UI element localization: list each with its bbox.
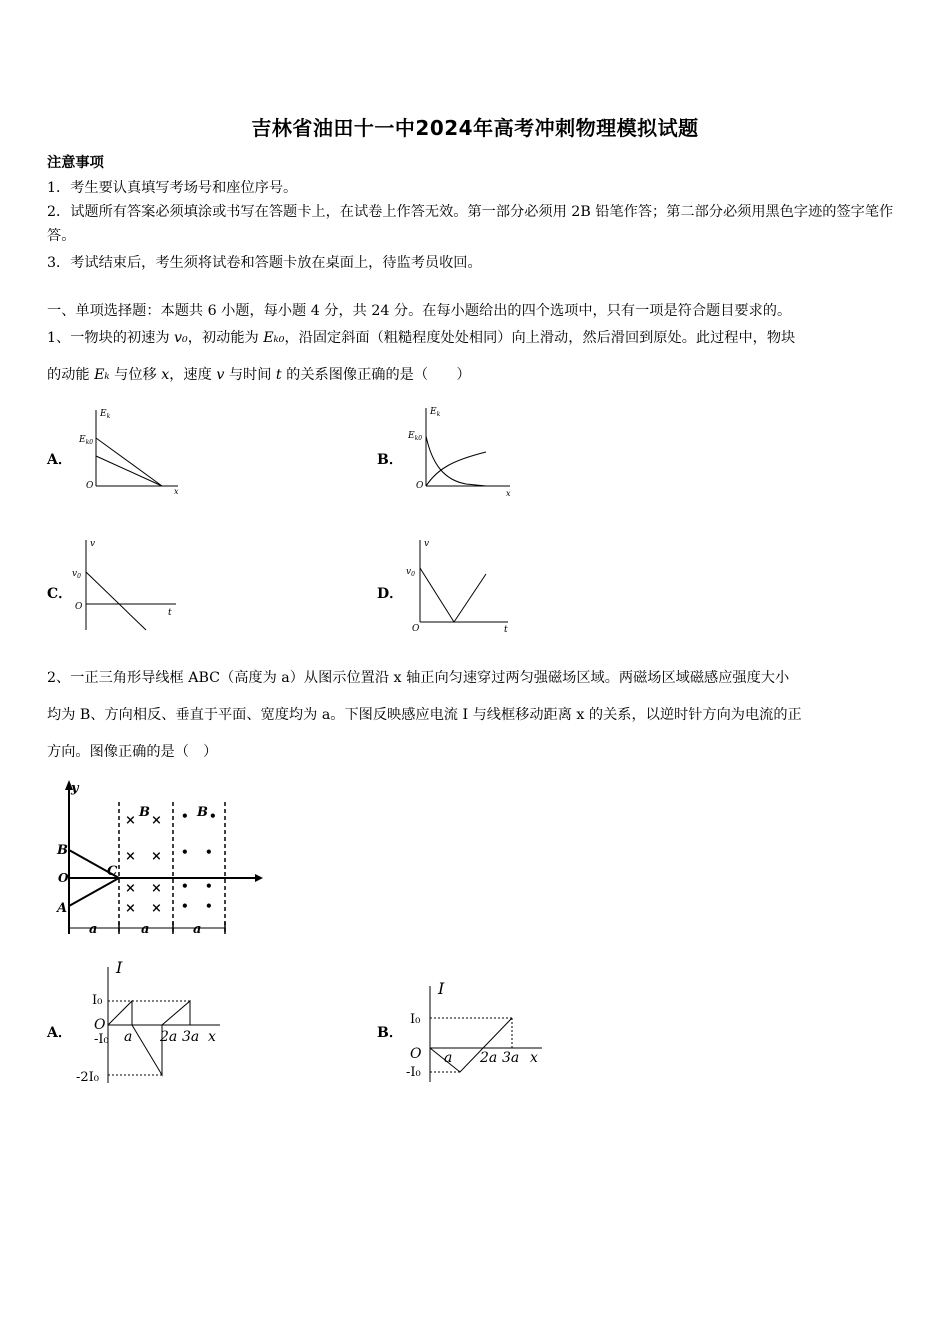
width-a-3: a — [193, 922, 202, 937]
x-arrow — [255, 874, 263, 882]
origin-label: O — [58, 871, 69, 885]
svg-text:×: × — [151, 881, 162, 896]
vertex-c-label: C — [107, 864, 118, 879]
svg-text:×: × — [125, 901, 136, 916]
svg-text:•: • — [205, 879, 213, 893]
section1-heading: 一、单项选择题：本题共 6 小题，每小题 4 分，共 24 分。在每小题给出的四个选项中，只有一项是符合题目要求的。 — [47, 303, 792, 319]
q2-graph-b — [402, 978, 552, 1088]
origin-label: O — [86, 481, 94, 491]
svg-text:×: × — [125, 849, 136, 864]
neg-2i0-label: -2I₀ — [76, 1070, 100, 1085]
neg-i0-label: -I₀ — [94, 1032, 109, 1047]
q2-field-figure — [55, 774, 265, 942]
x-label: x — [174, 487, 179, 496]
cross-marks — [125, 813, 162, 916]
velocity-line — [86, 572, 146, 630]
q1-graph-a — [78, 404, 188, 499]
tick-3a: 3a — [502, 1050, 520, 1066]
svg-text:•: • — [181, 899, 189, 913]
ek0-label: $E_{k0}$ — [79, 435, 94, 446]
notice-heading: 注意事项 — [47, 155, 104, 171]
svg-text:•: • — [205, 899, 213, 913]
tick-a: a — [444, 1050, 453, 1066]
q1-graph-d — [404, 534, 518, 634]
svg-text:•: • — [205, 845, 213, 859]
tick-2a: 2a — [160, 1029, 178, 1045]
field-b-right-label: B — [197, 805, 208, 820]
i-label: I — [116, 958, 123, 977]
svg-text:×: × — [151, 849, 162, 864]
i0-label: I₀ — [410, 1012, 421, 1027]
x-label: x — [208, 1029, 216, 1045]
svg-text:•: • — [181, 879, 189, 893]
svg-text:×: × — [125, 813, 136, 828]
q1-option-b[interactable]: B． — [377, 452, 403, 468]
field-b-left-label: B — [139, 805, 150, 820]
origin-label: O — [75, 602, 83, 612]
q2-option-a[interactable]: A． — [47, 1025, 72, 1041]
notice-item-1: 1．考生要认真填写考场号和座位序号。 — [47, 180, 298, 196]
q1-graph-c — [70, 534, 184, 634]
vertex-b-label: B — [57, 843, 68, 858]
origin-label: O — [410, 1046, 422, 1062]
tick-3a: 3a — [182, 1029, 200, 1045]
ek-label: $E_k$ — [100, 409, 111, 420]
ek0-label: $E_{k0}$ — [408, 431, 423, 442]
q2-option-b[interactable]: B． — [377, 1025, 403, 1041]
page-title: 吉林省油田十一中2024年高考冲刺物理模拟试题 — [251, 116, 699, 140]
current-curve — [108, 1001, 190, 1075]
svg-text:•: • — [209, 809, 217, 823]
width-a-2: a — [141, 922, 150, 937]
vertex-a-label: A — [57, 901, 68, 916]
curve-up — [96, 438, 162, 486]
x-label: x — [506, 489, 511, 498]
origin-label: O — [94, 1017, 106, 1033]
q2-graph-a — [72, 955, 232, 1090]
q2-line3: 方向。图像正确的是（ ） — [47, 744, 218, 760]
i-label: I — [438, 979, 445, 998]
v0-label: $v_0$ — [72, 569, 81, 580]
svg-text:×: × — [125, 881, 136, 896]
v-label: v — [424, 539, 430, 549]
v0-label: $v_0$ — [406, 567, 415, 578]
t-label: t — [168, 608, 172, 618]
dot-marks — [181, 809, 217, 913]
width-a-1: a — [89, 922, 98, 937]
tick-2a: 2a — [480, 1050, 498, 1066]
i0-label: I₀ — [92, 993, 103, 1008]
svg-text:•: • — [181, 845, 189, 859]
notice-item-2: 2．试题所有答案必须填涂或书写在答题卡上，在试卷上作答无效。第一部分必须用 2B 铅笔作答；第二部分必须用黑色字迹的签字笔作答。 — [47, 204, 894, 244]
q1-graph-b — [406, 402, 518, 500]
curve-down — [96, 456, 162, 486]
q2-line1: 2、一正三角形导线框 ABC（高度为 a）从图示位置沿 x 轴正向匀速穿过两匀强磁场区域。两磁场区域磁感应强度大小 — [47, 670, 790, 686]
ek-label: $E_k$ — [430, 407, 441, 418]
svg-text:•: • — [181, 809, 189, 823]
neg-i0-label: -I₀ — [406, 1065, 421, 1080]
t-label: t — [504, 625, 508, 634]
q1-line1: 1、一物块的初速为 v₀，初动能为 Eₖ₀，沿固定斜面（粗糙程度处处相同）向上滑动，然后滑回到原处。此过程中，物块 — [47, 330, 796, 346]
q1-option-d[interactable]: D． — [377, 586, 404, 602]
v-label: v — [90, 539, 96, 549]
svg-text:×: × — [151, 901, 162, 916]
tick-a: a — [124, 1029, 133, 1045]
q2-line2: 均为 B、方向相反、垂直于平面、宽度均为 a。下图反映感应电流 I 与线框移动距离 x 的关系，以逆时针方向为电流的正 — [47, 707, 802, 723]
q1-line2: 的动能 Eₖ 与位移 x，速度 v 与时间 t 的关系图像正确的是（ ） — [47, 367, 471, 383]
velocity-line — [420, 568, 486, 622]
current-curve — [430, 1018, 512, 1072]
origin-label: O — [416, 481, 424, 491]
origin-label: O — [412, 624, 420, 634]
q1-option-a[interactable]: A． — [47, 452, 72, 468]
notice-item-3: 3．考试结束后，考生须将试卷和答题卡放在桌面上，待监考员收回。 — [47, 255, 482, 271]
y-label: y — [71, 781, 79, 796]
q1-option-c[interactable]: C． — [47, 586, 73, 602]
x-label: x — [530, 1050, 538, 1066]
curve-up — [426, 436, 486, 486]
svg-text:×: × — [151, 813, 162, 828]
